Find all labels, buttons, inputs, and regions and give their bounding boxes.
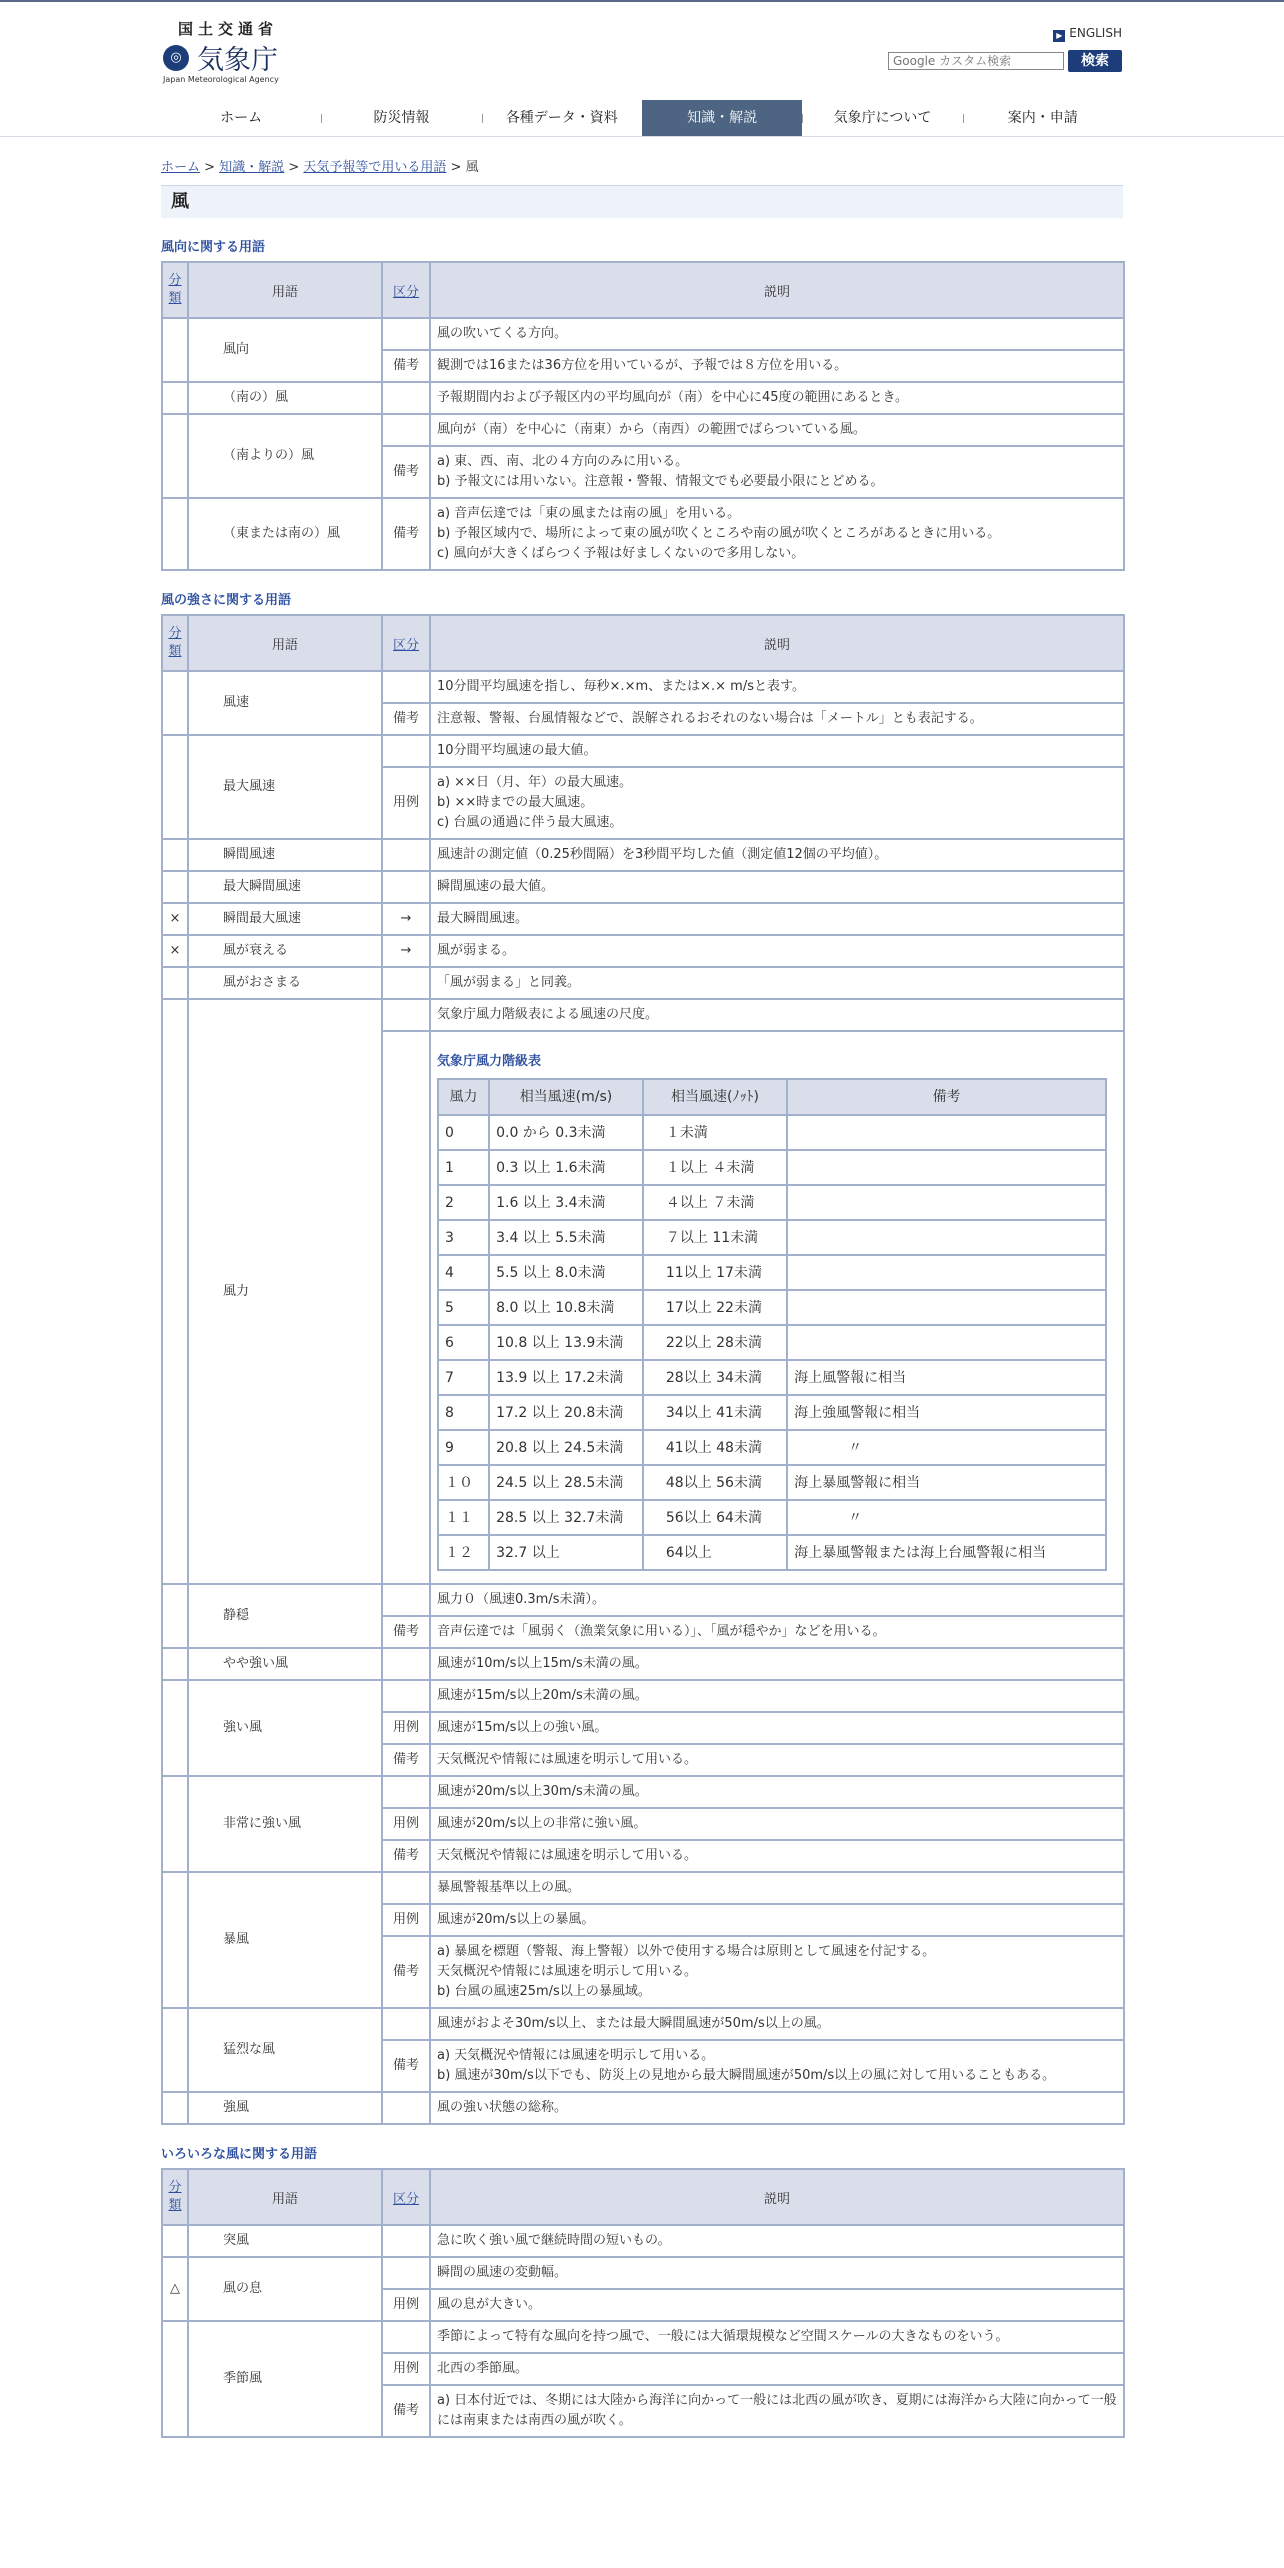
term-kubun — [382, 999, 430, 1031]
kubun-link[interactable]: 区分 — [392, 2191, 419, 2207]
term-kubun: 備考 — [382, 498, 430, 570]
term-kubun: 備考 — [382, 1936, 430, 2008]
term-row — [162, 2008, 1124, 2040]
scale-cell: 13.9 以上 17.2未満 — [489, 1360, 643, 1395]
page-title: 風 — [161, 185, 1123, 218]
scale-cell: １０ — [438, 1465, 489, 1500]
term-name: 強風 — [188, 2092, 382, 2124]
term-kubun — [382, 735, 430, 767]
scale-cell — [787, 1325, 1106, 1360]
term-mark — [162, 1680, 188, 1776]
section-title: 風向に関する用語 — [161, 240, 266, 255]
scale-cell: 5 — [438, 1290, 489, 1325]
wind-scale-block — [437, 1052, 1117, 1571]
scale-row — [438, 1465, 1106, 1500]
term-description: 風速が20m/s以上の非常に強い風。 — [430, 1808, 1124, 1840]
header-kubun — [382, 615, 430, 671]
term-mark — [162, 1584, 188, 1648]
term-mark — [162, 2321, 188, 2437]
term-kubun — [382, 2321, 430, 2353]
term-mark — [162, 967, 188, 999]
nav-divider — [0, 136, 1284, 137]
scale-row — [438, 1220, 1106, 1255]
term-name: 季節風 — [188, 2321, 382, 2437]
scale-cell: 1 — [438, 1150, 489, 1185]
scale-cell: 10.8 以上 13.9未満 — [489, 1325, 643, 1360]
term-row — [162, 903, 1124, 935]
scale-cell: 3 — [438, 1220, 489, 1255]
scale-cell: 20.8 以上 24.5未満 — [489, 1430, 643, 1465]
term-description: 注意報、警報、台風情報などで、誤解されるおそれのない場合は「メートル」とも表記する。 — [430, 703, 1124, 735]
term-name: 風が衰える — [188, 935, 382, 967]
nav-item[interactable]: 各種データ・資料 — [482, 100, 642, 136]
term-name: 猛烈な風 — [188, 2008, 382, 2092]
term-kubun — [382, 671, 430, 703]
term-mark — [162, 671, 188, 735]
term-name: やや強い風 — [188, 1648, 382, 1680]
scale-cell: 41以上 48未満 — [643, 1430, 787, 1465]
term-row — [162, 967, 1124, 999]
term-kubun: 用例 — [382, 1712, 430, 1744]
scale-cell: 海上風警報に相当 — [787, 1360, 1106, 1395]
term-description: 季節によって特有な風向を持つ風で、一般には大循環規模など空間スケールの大きなものをいう。 — [430, 2321, 1124, 2353]
term-description: 風速計の測定値（0.25秒間隔）を3秒間平均した値（測定値12個の平均値）。 — [430, 839, 1124, 871]
term-name: 非常に強い風 — [188, 1776, 382, 1872]
breadcrumb-separator: > — [446, 160, 466, 175]
term-name: 瞬間風速 — [188, 839, 382, 871]
bunrui-link[interactable]: 分類 — [168, 626, 182, 659]
term-row — [162, 2092, 1124, 2124]
header-bunrui — [162, 262, 188, 318]
nav-item[interactable]: ホーム — [161, 100, 321, 136]
term-mark — [162, 1648, 188, 1680]
scale-row — [438, 1185, 1106, 1220]
scale-cell: 34以上 41未満 — [643, 1395, 787, 1430]
term-kubun — [382, 2008, 430, 2040]
site-header — [0, 2, 1284, 84]
logo-english-text: Japan Meteorological Agency — [163, 75, 279, 84]
bunrui-link[interactable]: 分類 — [168, 2180, 182, 2213]
kubun-link[interactable]: 区分 — [392, 637, 419, 653]
scale-row — [438, 1115, 1106, 1150]
scale-cell: ７以上 11未満 — [643, 1220, 787, 1255]
term-name: 風がおさまる — [188, 967, 382, 999]
scale-cell: 3.4 以上 5.5未満 — [489, 1220, 643, 1255]
scale-cell: 海上強風警報に相当 — [787, 1395, 1106, 1430]
scale-cell — [787, 1290, 1106, 1325]
term-kubun — [382, 1872, 430, 1904]
scale-cell: 32.7 以上 — [489, 1535, 643, 1570]
term-name: 突風 — [188, 2225, 382, 2257]
term-kubun: 備考 — [382, 1840, 430, 1872]
scale-cell: 0 — [438, 1115, 489, 1150]
term-name: 静穏 — [188, 1584, 382, 1648]
term-name: 強い風 — [188, 1680, 382, 1776]
term-mark — [162, 1776, 188, 1872]
scale-cell: 9 — [438, 1430, 489, 1465]
scale-cell: １以上 ４未満 — [643, 1150, 787, 1185]
term-description: a) 日本付近では、冬期には大陸から海洋に向かって一般には北西の風が吹き、夏期には海洋から大陸に向かって一般には南東または南西の風が吹く。 — [430, 2385, 1124, 2437]
term-row — [162, 871, 1124, 903]
term-kubun — [382, 2092, 430, 2124]
search-input[interactable] — [888, 52, 1064, 70]
term-row — [162, 839, 1124, 871]
term-kubun — [382, 967, 430, 999]
term-description: 最大瞬間風速。 — [430, 903, 1124, 935]
term-mark — [162, 382, 188, 414]
term-row — [162, 382, 1124, 414]
header-yougo: 用語 — [188, 262, 382, 318]
term-name: 暴風 — [188, 1872, 382, 2008]
scale-cell: 1.6 以上 3.4未満 — [489, 1185, 643, 1220]
scale-header-cell: 風力 — [438, 1079, 489, 1115]
term-mark: × — [162, 903, 188, 935]
scale-cell: １２ — [438, 1535, 489, 1570]
scale-cell: 2 — [438, 1185, 489, 1220]
term-mark — [162, 999, 188, 1584]
term-kubun: 備考 — [382, 2040, 430, 2092]
term-kubun — [382, 2257, 430, 2289]
scale-cell: 8.0 以上 10.8未満 — [489, 1290, 643, 1325]
terms-table — [161, 2168, 1125, 2438]
term-kubun: 用例 — [382, 2289, 430, 2321]
term-description: 風向が（南）を中心に（南東）から（南西）の範囲でばらついている風。 — [430, 414, 1124, 446]
term-description — [430, 1031, 1124, 1584]
term-description: 10分間平均風速の最大値。 — [430, 735, 1124, 767]
english-link[interactable] — [1053, 26, 1122, 42]
term-description: 北西の季節風。 — [430, 2353, 1124, 2385]
scale-cell: 17.2 以上 20.8未満 — [489, 1395, 643, 1430]
breadcrumb-link[interactable]: 知識・解説 — [219, 160, 285, 175]
term-name: 風向 — [188, 318, 382, 382]
logo-agency-text: 気象庁 — [197, 45, 278, 76]
term-mark — [162, 871, 188, 903]
scale-cell: 28以上 34未満 — [643, 1360, 787, 1395]
scale-cell: 56以上 64未満 — [643, 1500, 787, 1535]
scale-cell: 海上暴風警報または海上台風警報に相当 — [787, 1535, 1106, 1570]
nav-item[interactable]: 知識・解説 — [642, 100, 802, 136]
term-description: 瞬間風速の最大値。 — [430, 871, 1124, 903]
term-name: 最大瞬間風速 — [188, 871, 382, 903]
term-mark — [162, 1872, 188, 2008]
term-row — [162, 935, 1124, 967]
term-kubun — [382, 382, 430, 414]
scale-cell: １未満 — [643, 1115, 787, 1150]
term-row — [162, 1584, 1124, 1616]
term-kubun — [382, 414, 430, 446]
breadcrumb — [161, 156, 1123, 175]
term-description: 急に吹く強い風で継続時間の短いもの。 — [430, 2225, 1124, 2257]
scale-row — [438, 1395, 1106, 1430]
scale-header-cell: 相当風速(ﾉｯﾄ) — [643, 1079, 787, 1115]
scale-header-cell: 相当風速(m/s) — [489, 1079, 643, 1115]
term-row — [162, 735, 1124, 767]
scale-header-cell: 備考 — [787, 1079, 1106, 1115]
header-setsumei: 説明 — [430, 2169, 1124, 2225]
scale-cell: 0.0 から 0.3未満 — [489, 1115, 643, 1150]
term-mark — [162, 2008, 188, 2092]
term-description: 暴風警報基準以上の風。 — [430, 1872, 1124, 1904]
term-row — [162, 498, 1124, 570]
term-mark — [162, 839, 188, 871]
term-row — [162, 2257, 1124, 2289]
term-name: （東または南の）風 — [188, 498, 382, 570]
term-mark — [162, 2225, 188, 2257]
term-description: 風速が10m/s以上15m/s未満の風。 — [430, 1648, 1124, 1680]
scale-cell: 〃 — [787, 1430, 1106, 1465]
main-content — [161, 140, 1123, 2438]
term-mark: × — [162, 935, 188, 967]
term-kubun: 用例 — [382, 1808, 430, 1840]
breadcrumb-link[interactable]: 天気予報等で用いる用語 — [303, 160, 447, 175]
term-description: 風が弱まる。 — [430, 935, 1124, 967]
wind-scale-table — [437, 1078, 1107, 1571]
term-kubun — [382, 839, 430, 871]
term-kubun: 備考 — [382, 1616, 430, 1648]
term-kubun — [382, 1776, 430, 1808]
scale-cell: 64以上 — [643, 1535, 787, 1570]
term-description: 風速が15m/s以上20m/s未満の風。 — [430, 1680, 1124, 1712]
term-description: 観測では16または36方位を用いているが、予報では８方位を用いる。 — [430, 350, 1124, 382]
term-mark: △ — [162, 2257, 188, 2321]
scale-row — [438, 1535, 1106, 1570]
scale-cell — [787, 1185, 1106, 1220]
term-description: a) ××日（月、年）の最大風速。 b) ××時までの最大風速。 c) 台風の通過に伴う最大風速。 — [430, 767, 1124, 839]
scale-cell: 5.5 以上 8.0未満 — [489, 1255, 643, 1290]
scale-cell: 6 — [438, 1325, 489, 1360]
term-kubun: 用例 — [382, 2353, 430, 2385]
term-kubun: 備考 — [382, 2385, 430, 2437]
term-description: 天気概況や情報には風速を明示して用いる。 — [430, 1840, 1124, 1872]
scale-cell — [787, 1115, 1106, 1150]
wind-scale-title: 気象庁風力階級表 — [437, 1054, 542, 1069]
term-description: 風の吹いてくる方向。 — [430, 318, 1124, 350]
term-description: 風速がおよそ30m/s以上、または最大瞬間風速が50m/s以上の風。 — [430, 2008, 1124, 2040]
scale-row — [438, 1255, 1106, 1290]
term-kubun — [382, 1031, 430, 1584]
term-description: 瞬間の風速の変動幅。 — [430, 2257, 1124, 2289]
term-name: 瞬間最大風速 — [188, 903, 382, 935]
logo-ministry-text: 国土交通省 — [178, 20, 279, 38]
scale-row — [438, 1150, 1106, 1185]
term-description: 風力０（風速0.3m/s未満）。 — [430, 1584, 1124, 1616]
breadcrumb-link[interactable]: ホーム — [161, 160, 201, 175]
arrow-right-icon: ▶ — [1053, 30, 1065, 42]
term-name: （南の）風 — [188, 382, 382, 414]
term-row — [162, 318, 1124, 350]
scale-cell: 24.5 以上 28.5未満 — [489, 1465, 643, 1500]
scale-cell: 17以上 22未満 — [643, 1290, 787, 1325]
kubun-link[interactable]: 区分 — [392, 284, 419, 300]
scale-row — [438, 1430, 1106, 1465]
term-description: 風速が20m/s以上の暴風。 — [430, 1904, 1124, 1936]
term-description: a) 東、西、南、北の４方向のみに用いる。 b) 予報文には用いない。注意報・警報、情報文でも必要最小限にとどめる。 — [430, 446, 1124, 498]
terms-table — [161, 261, 1125, 571]
header-bunrui — [162, 615, 188, 671]
term-row — [162, 1776, 1124, 1808]
term-mark — [162, 735, 188, 839]
term-description: a) 暴風を標題（警報、海上警報）以外で使用する場合は原則として風速を付記する。 天気概況や情報には風速を明示して用いる。 b) 台風の風速25m/s以上の暴風域。 — [430, 1936, 1124, 2008]
term-kubun — [382, 1648, 430, 1680]
term-kubun — [382, 2225, 430, 2257]
term-description: 風速が15m/s以上の強い風。 — [430, 1712, 1124, 1744]
breadcrumb-current: 風 — [465, 160, 479, 175]
header-setsumei: 説明 — [430, 615, 1124, 671]
scale-row — [438, 1290, 1106, 1325]
scale-cell: 8 — [438, 1395, 489, 1430]
scale-row — [438, 1325, 1106, 1360]
nav-item[interactable]: 案内・申請 — [963, 100, 1123, 136]
search-button[interactable]: 検索 — [1068, 50, 1122, 72]
term-description: a) 音声伝達では「東の風または南の風」を用いる。 b) 予報区域内で、場所によって東の風が吹くところや南の風が吹くところがあるときに用いる。 c) 風向が大きくばらつく予報は好ましくないので多用しない。 — [430, 498, 1124, 570]
term-kubun — [382, 1584, 430, 1616]
term-row — [162, 1872, 1124, 1904]
scale-row — [438, 1360, 1106, 1395]
term-description: 「風が弱まる」と同義。 — [430, 967, 1124, 999]
bunrui-link[interactable]: 分類 — [168, 273, 182, 306]
nav-item[interactable]: 気象庁について — [802, 100, 962, 136]
scale-cell: 22以上 28未満 — [643, 1325, 787, 1360]
scale-cell: 海上暴風警報に相当 — [787, 1465, 1106, 1500]
scale-cell: 48以上 56未満 — [643, 1465, 787, 1500]
term-kubun — [382, 318, 430, 350]
term-kubun — [382, 1680, 430, 1712]
jma-emblem-icon: ◎ — [163, 45, 189, 71]
term-mark — [162, 498, 188, 570]
term-row — [162, 671, 1124, 703]
term-description: 10分間平均風速を指し、毎秒×.×m、または×.× m/sと表す。 — [430, 671, 1124, 703]
global-nav — [161, 100, 1123, 136]
term-kubun: 備考 — [382, 703, 430, 735]
term-row — [162, 1680, 1124, 1712]
term-description: 風の強い状態の総称。 — [430, 2092, 1124, 2124]
header-setsumei: 説明 — [430, 262, 1124, 318]
term-name: 風力 — [188, 999, 382, 1584]
term-kubun — [382, 871, 430, 903]
term-description: 気象庁風力階級表による風速の尺度。 — [430, 999, 1124, 1031]
term-kubun: 備考 — [382, 1744, 430, 1776]
term-description: 天気概況や情報には風速を明示して用いる。 — [430, 1744, 1124, 1776]
term-description: 風の息が大きい。 — [430, 2289, 1124, 2321]
term-kubun: 用例 — [382, 1904, 430, 1936]
term-name: 風の息 — [188, 2257, 382, 2321]
term-description: 風速が20m/s以上30m/s未満の風。 — [430, 1776, 1124, 1808]
section-title: 風の強さに関する用語 — [161, 593, 292, 608]
term-mark — [162, 318, 188, 382]
scale-cell: 〃 — [787, 1500, 1106, 1535]
section-title: いろいろな風に関する用語 — [161, 2147, 318, 2162]
term-row — [162, 414, 1124, 446]
term-description: 予報期間内および予報区内の平均風向が（南）を中心に45度の範囲にあるとき。 — [430, 382, 1124, 414]
terms-table — [161, 614, 1125, 2125]
term-name: 最大風速 — [188, 735, 382, 839]
english-link-label: ENGLISH — [1069, 26, 1122, 40]
term-kubun: 用例 — [382, 767, 430, 839]
breadcrumb-separator: > — [284, 160, 304, 175]
term-row — [162, 2225, 1124, 2257]
scale-cell: 11以上 17未満 — [643, 1255, 787, 1290]
term-description: 音声伝達では「風弱く（漁業気象に用いる）」、「風が穏やか」などを用いる。 — [430, 1616, 1124, 1648]
header-kubun — [382, 2169, 430, 2225]
term-name: （南よりの）風 — [188, 414, 382, 498]
header-kubun — [382, 262, 430, 318]
term-kubun: 備考 — [382, 446, 430, 498]
term-mark — [162, 2092, 188, 2124]
term-description: a) 天気概況や情報には風速を明示して用いる。 b) 風速が30m/s以下でも、防災上の見地から最大瞬間風速が50m/s以上の風に対して用いることもある。 — [430, 2040, 1124, 2092]
header-yougo: 用語 — [188, 615, 382, 671]
term-kubun: → — [382, 903, 430, 935]
scale-row — [438, 1500, 1106, 1535]
header-yougo: 用語 — [188, 2169, 382, 2225]
breadcrumb-separator: > — [200, 160, 220, 175]
term-mark — [162, 414, 188, 498]
header-bunrui — [162, 2169, 188, 2225]
jma-logo[interactable] — [161, 18, 291, 88]
nav-item[interactable]: 防災情報 — [321, 100, 481, 136]
scale-cell: 28.5 以上 32.7未満 — [489, 1500, 643, 1535]
scale-cell: 4 — [438, 1255, 489, 1290]
term-kubun: → — [382, 935, 430, 967]
scale-cell: ４以上 ７未満 — [643, 1185, 787, 1220]
scale-cell — [787, 1220, 1106, 1255]
term-row — [162, 2321, 1124, 2353]
scale-cell — [787, 1255, 1106, 1290]
sections-container — [161, 236, 1123, 2438]
scale-cell: 7 — [438, 1360, 489, 1395]
term-kubun: 備考 — [382, 350, 430, 382]
scale-cell: １１ — [438, 1500, 489, 1535]
term-row — [162, 999, 1124, 1031]
term-row — [162, 1648, 1124, 1680]
term-name: 風速 — [188, 671, 382, 735]
scale-cell — [787, 1150, 1106, 1185]
scale-cell: 0.3 以上 1.6未満 — [489, 1150, 643, 1185]
